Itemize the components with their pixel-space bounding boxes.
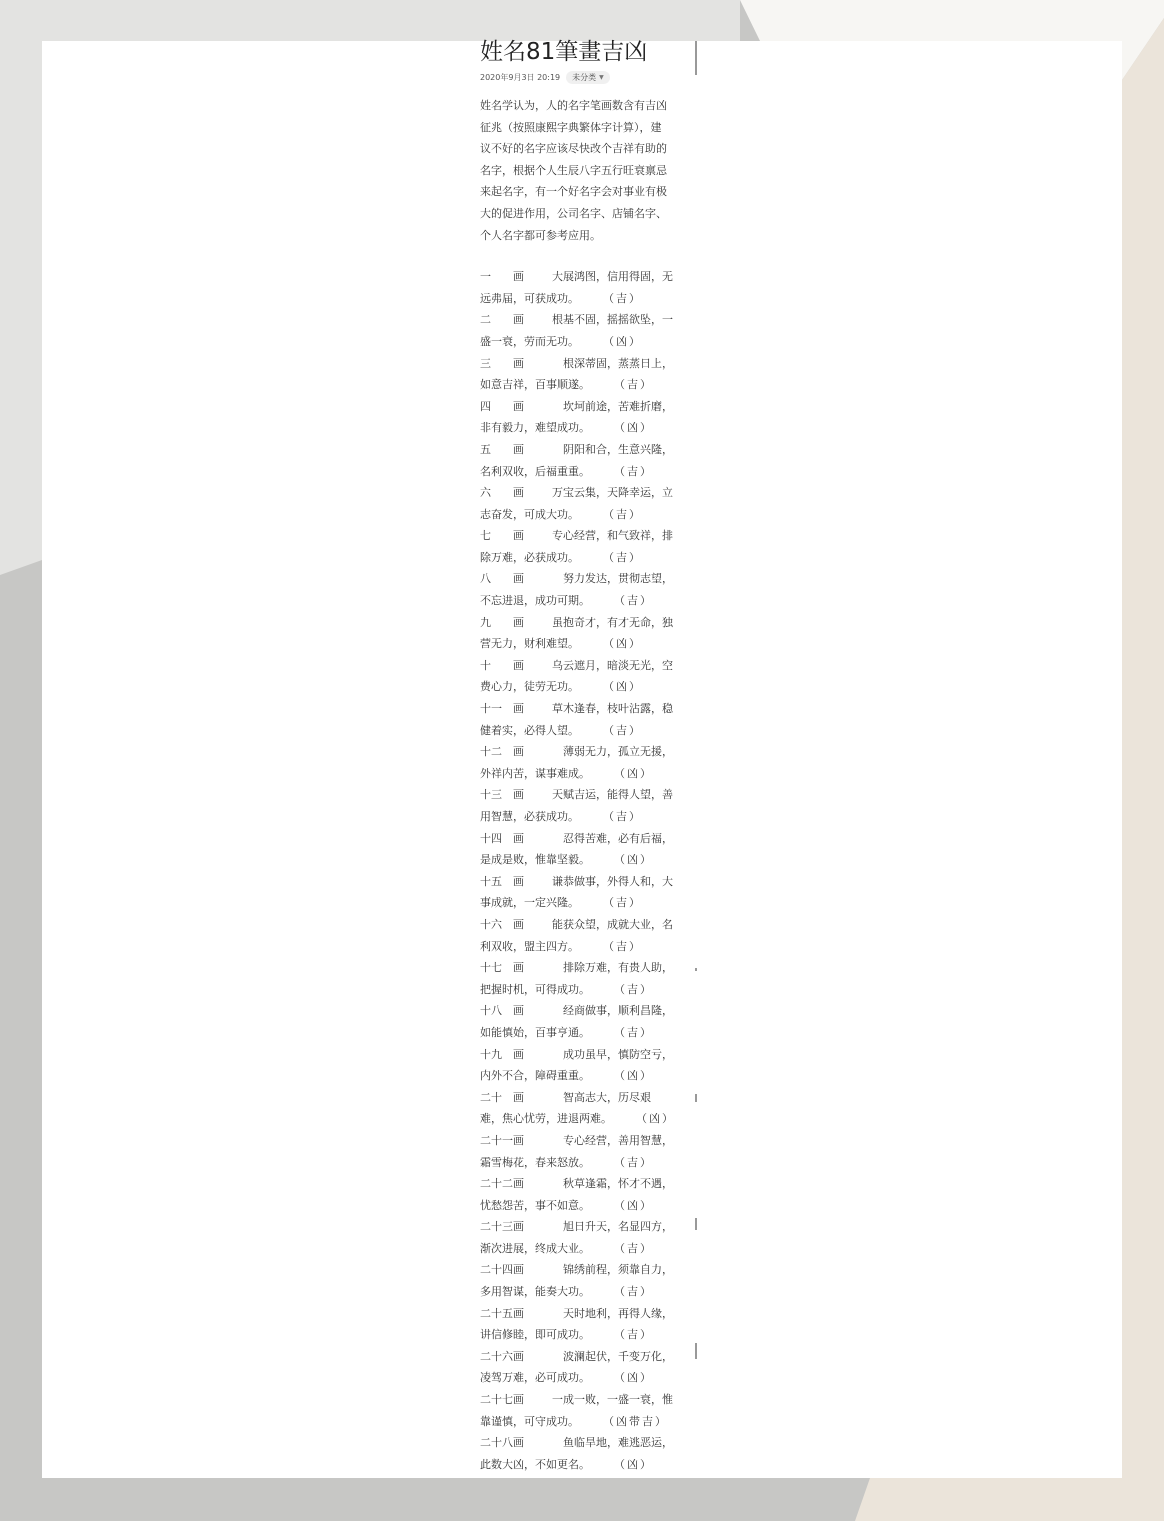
entry-line-1 bbox=[480, 439, 695, 461]
stroke-count: 八 画 bbox=[480, 572, 524, 586]
stroke-count: 三 画 bbox=[480, 356, 524, 370]
stroke-entry bbox=[480, 871, 695, 914]
stroke-list bbox=[480, 266, 695, 1475]
entry-line-1 bbox=[480, 1432, 695, 1454]
stroke-entry bbox=[480, 698, 695, 741]
entry-description: 波澜起伏，千变万化， bbox=[563, 1349, 673, 1363]
fortune-verdict: （吉） bbox=[614, 1328, 653, 1342]
stroke-entry bbox=[480, 828, 695, 871]
entry-line-2 bbox=[480, 547, 695, 569]
fortune-verdict: （吉） bbox=[603, 550, 642, 564]
intro-line: 来起名字，有一个好名字会对事业有极 bbox=[480, 185, 667, 199]
stroke-count: 十一 画 bbox=[480, 702, 524, 716]
stroke-count: 十四 画 bbox=[480, 831, 524, 845]
entry-line-2 bbox=[480, 1152, 695, 1174]
stroke-count: 十七 画 bbox=[480, 961, 524, 975]
entry-description-cont: 霜雪梅花，春来怒放。 bbox=[480, 1155, 590, 1169]
entry-line-2 bbox=[480, 590, 695, 612]
entry-description-cont: 费心力，徒劳无功。 bbox=[480, 680, 579, 694]
entry-line-1 bbox=[480, 266, 695, 288]
stroke-count: 十九 画 bbox=[480, 1047, 524, 1061]
entry-description-cont: 健着实，必得人望。 bbox=[480, 723, 579, 737]
entry-line-1 bbox=[480, 698, 695, 720]
entry-description-cont: 难，焦心忧劳，进退两难。 bbox=[480, 1112, 612, 1126]
fortune-verdict: （吉） bbox=[614, 1155, 653, 1169]
entry-line-2 bbox=[480, 1108, 695, 1130]
entry-description-cont: 除万难，必获成功。 bbox=[480, 550, 579, 564]
intro-line: 征兆（按照康熙字典繁体字计算），建 bbox=[480, 120, 662, 134]
stroke-entry bbox=[480, 1303, 695, 1346]
stroke-entry bbox=[480, 957, 695, 1000]
entry-line-1 bbox=[480, 1087, 695, 1109]
fortune-verdict: （吉） bbox=[603, 896, 642, 910]
stroke-count: 二十二画 bbox=[480, 1177, 524, 1191]
entry-description: 虽抱奇才，有才无命，独 bbox=[552, 615, 673, 629]
entry-description-cont: 此数大凶，不如更名。 bbox=[480, 1457, 590, 1471]
intro-line: 姓名学认为，人的名字笔画数含有吉凶 bbox=[480, 99, 667, 112]
entry-line-2 bbox=[480, 1022, 695, 1044]
entry-line-2 bbox=[480, 892, 695, 914]
fortune-verdict: （凶） bbox=[603, 637, 642, 651]
entry-description: 草木逢春，枝叶沾露，稳 bbox=[552, 702, 673, 716]
stroke-count: 二十四画 bbox=[480, 1263, 524, 1277]
stroke-entry bbox=[480, 1087, 695, 1130]
entry-line-2 bbox=[480, 1454, 695, 1476]
stroke-entry bbox=[480, 568, 695, 611]
entry-description-cont: 如意吉祥，百事顺遂。 bbox=[480, 378, 590, 392]
entry-description-cont: 非有毅力，难望成功。 bbox=[480, 421, 590, 435]
category-tag[interactable] bbox=[566, 71, 610, 84]
entry-description-cont: 名利双收，后福重重。 bbox=[480, 464, 590, 478]
entry-line-1 bbox=[480, 1044, 695, 1066]
entry-description: 大展鸿图，信用得固，无 bbox=[552, 270, 673, 284]
entry-line-2 bbox=[480, 1411, 695, 1433]
entry-line-2 bbox=[480, 331, 695, 353]
entry-line-2 bbox=[480, 417, 695, 439]
entry-line-2 bbox=[480, 763, 695, 785]
intro-line: 大的促进作用，公司名字、店铺名字、 bbox=[480, 206, 667, 220]
entry-description-cont: 远弗届，可获成功。 bbox=[480, 291, 579, 305]
category-label: 未分类 bbox=[572, 72, 597, 82]
scrollbar-thumb[interactable] bbox=[695, 41, 697, 75]
stroke-count: 十五 画 bbox=[480, 874, 524, 888]
stroke-entry bbox=[480, 525, 695, 568]
entry-line-2 bbox=[480, 504, 695, 526]
entry-description: 一成一败，一盛一衰，惟 bbox=[552, 1393, 673, 1407]
entry-description-cont: 志奋发，可成大功。 bbox=[480, 507, 579, 521]
entry-description: 锦绣前程，须靠自力， bbox=[563, 1263, 673, 1277]
entry-line-2 bbox=[480, 979, 695, 1001]
entry-line-2 bbox=[480, 1367, 695, 1389]
stroke-count: 六 画 bbox=[480, 486, 524, 500]
entry-line-2 bbox=[480, 1065, 695, 1087]
stroke-count: 五 画 bbox=[480, 442, 524, 456]
entry-line-1 bbox=[480, 568, 695, 590]
entry-line-1 bbox=[480, 1216, 695, 1238]
chevron-down-icon: ▼ bbox=[599, 73, 604, 81]
stroke-entry bbox=[480, 266, 695, 309]
stroke-entry bbox=[480, 784, 695, 827]
stroke-count: 二十七画 bbox=[480, 1393, 524, 1407]
fortune-verdict: （凶） bbox=[614, 1198, 653, 1212]
stroke-count: 十三 画 bbox=[480, 788, 524, 802]
entry-description-cont: 内外不合，障碍重重。 bbox=[480, 1069, 590, 1083]
fortune-verdict: （凶） bbox=[614, 766, 653, 780]
stroke-count: 二十 画 bbox=[480, 1090, 524, 1104]
stroke-count: 十 画 bbox=[480, 658, 524, 672]
fortune-verdict: （吉） bbox=[603, 723, 642, 737]
fortune-verdict: （吉） bbox=[603, 507, 642, 521]
fortune-verdict: （凶带吉） bbox=[603, 1414, 668, 1428]
entry-description-cont: 是成是败，惟靠坚毅。 bbox=[480, 853, 590, 867]
fortune-verdict: （吉） bbox=[614, 464, 653, 478]
stroke-entry bbox=[480, 1130, 695, 1173]
entry-description: 谦恭做事，外得人和，大 bbox=[552, 874, 673, 888]
stroke-count: 二十六画 bbox=[480, 1349, 524, 1363]
article-title: 姓名81筆畫吉凶 bbox=[480, 39, 648, 65]
stroke-entry bbox=[480, 353, 695, 396]
entry-line-1 bbox=[480, 871, 695, 893]
entry-description: 根深蒂固，蒸蒸日上， bbox=[563, 356, 673, 370]
fortune-verdict: （凶） bbox=[614, 853, 653, 867]
entry-description-cont: 利双收，盟主四方。 bbox=[480, 939, 579, 953]
intro-line: 个人名字都可参考应用。 bbox=[480, 228, 601, 242]
post-date: 2020年9月3日 20:19 bbox=[480, 72, 561, 82]
entry-line-1 bbox=[480, 612, 695, 634]
fortune-verdict: （凶） bbox=[614, 1069, 653, 1083]
entry-description-cont: 靠谨慎，可守成功。 bbox=[480, 1414, 579, 1428]
scroll-marker bbox=[695, 1343, 697, 1359]
entry-description-cont: 把握时机，可得成功。 bbox=[480, 982, 590, 996]
entry-line-1 bbox=[480, 309, 695, 331]
stroke-entry bbox=[480, 741, 695, 784]
entry-description: 专心经营，和气致祥，排 bbox=[552, 529, 673, 543]
fortune-verdict: （吉） bbox=[614, 982, 653, 996]
entry-line-2 bbox=[480, 461, 695, 483]
entry-description: 排除万难，有贵人助， bbox=[563, 961, 673, 975]
entry-description: 鱼临旱地，难逃恶运， bbox=[563, 1436, 673, 1450]
stroke-count: 九 画 bbox=[480, 615, 524, 629]
entry-line-1 bbox=[480, 1346, 695, 1368]
stroke-entry bbox=[480, 1389, 695, 1432]
entry-description: 能获众望，成就大业，名 bbox=[552, 917, 673, 931]
entry-description: 薄弱无力，孤立无援， bbox=[563, 745, 673, 759]
entry-description-cont: 忧愁怨苦，事不如意。 bbox=[480, 1198, 590, 1212]
stroke-entry bbox=[480, 655, 695, 698]
stroke-entry bbox=[480, 309, 695, 352]
entry-description: 万宝云集，天降幸运，立 bbox=[552, 486, 673, 500]
fortune-verdict: （凶） bbox=[614, 1371, 653, 1385]
stroke-count: 二十一画 bbox=[480, 1133, 524, 1147]
intro-line: 议不好的名字应该尽快改个吉祥有助的 bbox=[480, 142, 667, 156]
article bbox=[480, 41, 695, 1475]
fortune-verdict: （吉） bbox=[614, 1285, 653, 1299]
stroke-entry bbox=[480, 482, 695, 525]
entry-line-1 bbox=[480, 1389, 695, 1411]
entry-line-1 bbox=[480, 1130, 695, 1152]
entry-description-cont: 营无力，财利难望。 bbox=[480, 637, 579, 651]
entry-line-2 bbox=[480, 720, 695, 742]
entry-description: 阴阳和合，生意兴隆， bbox=[563, 442, 673, 456]
entry-line-1 bbox=[480, 396, 695, 418]
entry-description: 经商做事，顺利昌隆， bbox=[563, 1004, 673, 1018]
stroke-entry bbox=[480, 396, 695, 439]
intro-paragraph bbox=[480, 95, 695, 246]
entry-line-1 bbox=[480, 1000, 695, 1022]
entry-line-1 bbox=[480, 741, 695, 763]
scroll-marker bbox=[695, 1218, 697, 1230]
entry-line-1 bbox=[480, 353, 695, 375]
stroke-count: 十八 画 bbox=[480, 1004, 524, 1018]
entry-description: 天时地利，再得人缘， bbox=[563, 1306, 673, 1320]
entry-line-1 bbox=[480, 957, 695, 979]
stroke-count: 七 画 bbox=[480, 529, 524, 543]
entry-line-2 bbox=[480, 1238, 695, 1260]
fortune-verdict: （凶） bbox=[636, 1112, 675, 1126]
entry-line-2 bbox=[480, 288, 695, 310]
entry-line-2 bbox=[480, 1281, 695, 1303]
entry-description-cont: 外祥内苦，谋事难成。 bbox=[480, 766, 590, 780]
entry-line-1 bbox=[480, 828, 695, 850]
entry-description: 专心经营，善用智慧， bbox=[563, 1133, 673, 1147]
entry-description-cont: 事成就，一定兴隆。 bbox=[480, 896, 579, 910]
fortune-verdict: （吉） bbox=[603, 291, 642, 305]
entry-line-2 bbox=[480, 1324, 695, 1346]
stroke-entry bbox=[480, 612, 695, 655]
fortune-verdict: （吉） bbox=[614, 594, 653, 608]
entry-line-1 bbox=[480, 1259, 695, 1281]
entry-line-1 bbox=[480, 482, 695, 504]
entry-description-cont: 渐次进展，终成大业。 bbox=[480, 1241, 590, 1255]
stroke-entry bbox=[480, 1000, 695, 1043]
entry-line-1 bbox=[480, 525, 695, 547]
stroke-entry bbox=[480, 914, 695, 957]
stroke-entry bbox=[480, 1432, 695, 1475]
fortune-verdict: （凶） bbox=[603, 334, 642, 348]
stroke-entry bbox=[480, 1346, 695, 1389]
entry-line-2 bbox=[480, 936, 695, 958]
entry-line-1 bbox=[480, 655, 695, 677]
stroke-count: 二十八画 bbox=[480, 1436, 524, 1450]
entry-line-2 bbox=[480, 806, 695, 828]
entry-line-2 bbox=[480, 676, 695, 698]
entry-description-cont: 多用智谋，能奏大功。 bbox=[480, 1285, 590, 1299]
fortune-verdict: （吉） bbox=[614, 1241, 653, 1255]
stroke-count: 四 画 bbox=[480, 399, 524, 413]
entry-description-cont: 不忘进退，成功可期。 bbox=[480, 594, 590, 608]
stroke-entry bbox=[480, 1259, 695, 1302]
fortune-verdict: （吉） bbox=[614, 1025, 653, 1039]
entry-line-1 bbox=[480, 1173, 695, 1195]
entry-line-2 bbox=[480, 1195, 695, 1217]
article-meta bbox=[480, 69, 695, 85]
entry-line-1 bbox=[480, 1303, 695, 1325]
scroll-marker bbox=[695, 1094, 697, 1102]
stroke-count: 一 画 bbox=[480, 270, 524, 284]
entry-description: 天赋吉运，能得人望，善 bbox=[552, 788, 673, 802]
entry-description-cont: 用智慧，必获成功。 bbox=[480, 810, 579, 823]
stroke-count: 十二 画 bbox=[480, 745, 524, 759]
entry-line-2 bbox=[480, 849, 695, 871]
entry-description-cont: 如能慎始，百事亨通。 bbox=[480, 1025, 590, 1039]
document-page bbox=[42, 41, 1122, 1478]
stroke-entry bbox=[480, 1173, 695, 1216]
stroke-entry bbox=[480, 1216, 695, 1259]
fortune-verdict: （吉） bbox=[603, 810, 642, 823]
stroke-count: 二 画 bbox=[480, 313, 524, 327]
stroke-entry bbox=[480, 1044, 695, 1087]
entry-line-2 bbox=[480, 374, 695, 396]
entry-description: 成功虽早，慎防空亏， bbox=[563, 1047, 673, 1061]
fortune-verdict: （凶） bbox=[603, 680, 642, 694]
fortune-verdict: （凶） bbox=[614, 1457, 653, 1471]
entry-description-cont: 盛一衰，劳而无功。 bbox=[480, 334, 579, 348]
entry-description-cont: 凌驾万难，必可成功。 bbox=[480, 1371, 590, 1385]
intro-line: 名字，根据个人生辰八字五行旺衰禀忌 bbox=[480, 163, 667, 177]
stroke-count: 二十三画 bbox=[480, 1220, 524, 1234]
entry-line-1 bbox=[480, 914, 695, 936]
stroke-entry bbox=[480, 439, 695, 482]
entry-description: 智高志大，历尽艰 bbox=[563, 1090, 651, 1104]
entry-description: 乌云遮月，暗淡无光，空 bbox=[552, 658, 673, 672]
entry-line-1 bbox=[480, 784, 695, 806]
entry-description-cont: 讲信修睦，即可成功。 bbox=[480, 1328, 590, 1342]
entry-description: 坎坷前途，苦难折磨， bbox=[563, 399, 673, 413]
entry-description: 根基不固，摇摇欲坠，一 bbox=[552, 313, 673, 327]
entry-line-2 bbox=[480, 633, 695, 655]
entry-description: 努力发达，贯彻志望， bbox=[563, 572, 673, 586]
stroke-count: 十六 画 bbox=[480, 917, 524, 931]
fortune-verdict: （吉） bbox=[603, 939, 642, 953]
scroll-marker bbox=[695, 968, 697, 971]
entry-description: 忍得苦难，必有后福， bbox=[563, 831, 673, 845]
fortune-verdict: （凶） bbox=[614, 421, 653, 435]
entry-description: 秋草逢霜，怀才不遇， bbox=[563, 1177, 673, 1191]
stroke-count: 二十五画 bbox=[480, 1306, 524, 1320]
fortune-verdict: （吉） bbox=[614, 378, 653, 392]
entry-description: 旭日升天，名显四方， bbox=[563, 1220, 673, 1234]
